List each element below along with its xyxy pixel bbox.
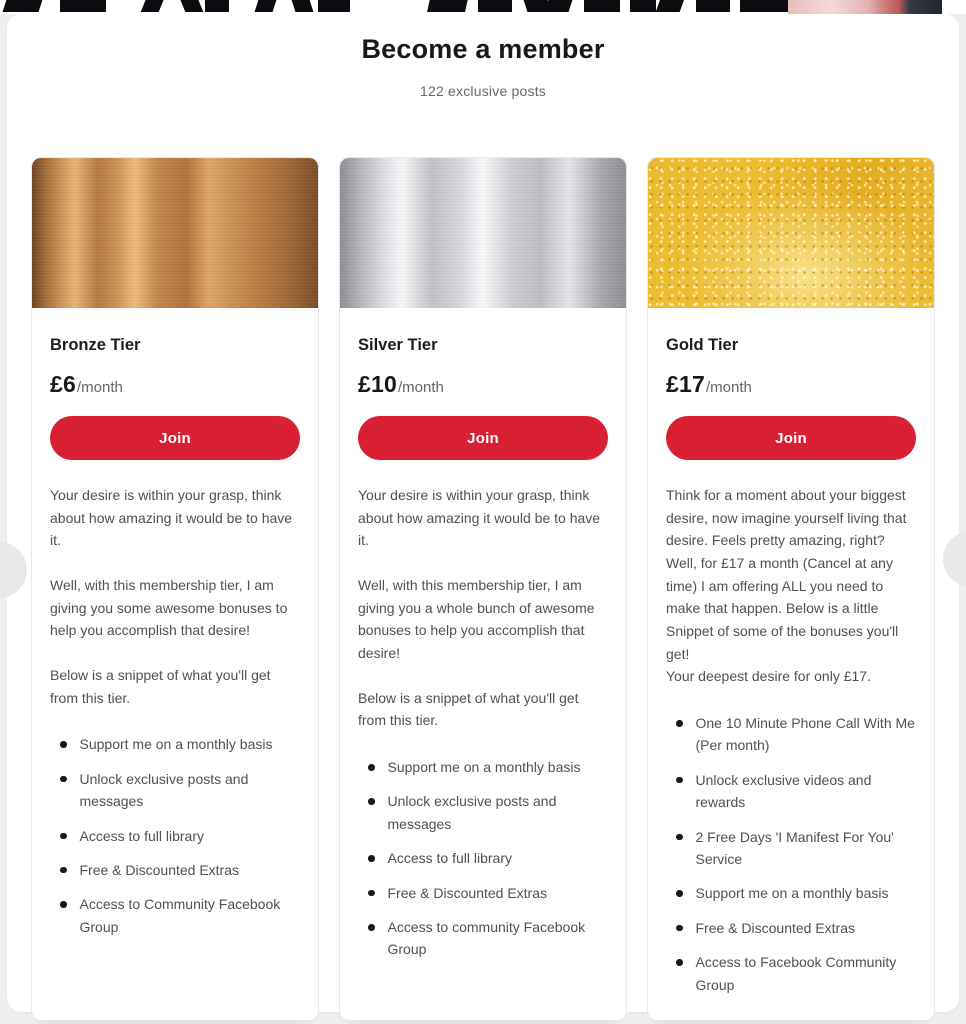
tier-description-paragraph: Your desire is within your grasp, think about how amazing it would be to have it. <box>50 487 293 549</box>
benefit-item <box>676 951 916 996</box>
benefit-item <box>60 768 300 813</box>
benefit-item <box>676 917 916 939</box>
cropped-cover-banner <box>0 0 966 14</box>
cover-text-fragment <box>740 0 788 12</box>
benefit-text: Support me on a monthly basis <box>79 736 273 753</box>
tier-price: £6 <box>50 371 76 397</box>
benefit-item <box>60 859 300 881</box>
tier-description-paragraph: Well, for £17 a month (Cancel at any time) I am offering ALL you need to make that happen. Below is a little Snippet of some of the bonuses you'll get! <box>666 555 899 662</box>
bullet-icon <box>676 925 683 932</box>
tier-description-paragraph: Well, with this membership tier, I am giving you a whole bunch of awesome bonuses to help you accomplish that desire! <box>358 577 595 662</box>
tier-benefits <box>666 712 916 996</box>
tier-name: Silver Tier <box>358 336 438 354</box>
cover-text-fragment <box>584 0 620 12</box>
tier-image <box>32 158 318 308</box>
benefit-text: Access to Facebook Community Group <box>695 954 897 993</box>
tier-card <box>339 157 627 1021</box>
bullet-icon <box>676 720 683 727</box>
tier-price-row <box>666 371 916 398</box>
bullet-icon <box>60 867 67 874</box>
tier-benefits <box>358 756 608 961</box>
benefit-text: 2 Free Days 'I Manifest For You' Service <box>695 828 894 867</box>
benefit-text: Access to community Facebook Group <box>387 919 586 958</box>
tier-description-paragraph: Below is a snippet of what you'll get from this tier. <box>50 667 271 706</box>
benefit-text: Access to full library <box>79 827 204 844</box>
tier-image <box>648 158 934 308</box>
cover-text-fragment <box>545 0 584 12</box>
bullet-icon <box>368 798 375 805</box>
cover-text-fragment <box>141 0 178 12</box>
bullet-icon <box>368 890 375 897</box>
tier-description-paragraph: Your desire is within your grasp, think about how amazing it would be to have it. <box>358 487 601 549</box>
tier-description-paragraph: Well, with this membership tier, I am giving you some awesome bonuses to help you accomplish that desire! <box>50 577 288 639</box>
benefit-item <box>368 882 608 904</box>
bullet-icon <box>368 764 375 771</box>
bullet-icon <box>60 833 67 840</box>
bullet-icon <box>368 855 375 862</box>
exclusive-posts-count: 122 exclusive posts <box>420 83 546 99</box>
benefit-item <box>676 712 916 757</box>
benefit-text: Free & Discounted Extras <box>79 861 240 878</box>
cover-text-fragment <box>696 0 730 12</box>
join-button[interactable]: Join <box>50 416 300 460</box>
benefit-item <box>368 756 608 778</box>
tier-description <box>358 484 608 732</box>
tier-benefits <box>50 733 300 938</box>
benefit-item <box>676 769 916 814</box>
cover-text-fragment <box>478 0 512 12</box>
tier-description <box>50 484 300 709</box>
tier-description <box>666 484 916 688</box>
benefit-text: Unlock exclusive posts and messages <box>79 770 249 810</box>
page-title: Become a member <box>361 34 605 64</box>
tier-price-row <box>50 371 300 398</box>
tier-price: £17 <box>666 371 705 397</box>
bullet-icon <box>60 901 67 908</box>
tier-period: /month <box>397 379 444 396</box>
tier-name: Gold Tier <box>666 336 739 354</box>
tier-name: Bronze Tier <box>50 336 141 354</box>
cover-text-fragment <box>281 0 314 12</box>
tier-description-paragraph: Your deepest desire for only £17. <box>666 668 871 685</box>
tier-image <box>340 158 626 308</box>
cover-text-fragment <box>427 0 475 12</box>
bullet-icon <box>60 776 67 783</box>
bullet-icon <box>676 777 683 784</box>
tier-period: /month <box>705 379 752 396</box>
benefit-text: Access to full library <box>387 850 512 867</box>
tier-card <box>647 157 935 1021</box>
benefit-item <box>676 882 916 904</box>
tier-card-body <box>32 308 318 1020</box>
bullet-icon <box>60 741 67 748</box>
tier-price: £10 <box>358 371 397 397</box>
cover-text-fragment <box>205 0 229 12</box>
benefit-item <box>676 826 916 871</box>
tier-description-paragraph: Below is a snippet of what you'll get from this tier. <box>358 689 579 729</box>
tier-card <box>31 157 319 1021</box>
benefit-item <box>60 893 300 938</box>
join-button[interactable]: Join <box>666 416 916 460</box>
benefit-text: Support me on a monthly basis <box>695 885 889 902</box>
tier-price-row <box>358 371 608 398</box>
cover-text-fragment <box>167 0 204 12</box>
tier-row <box>31 157 935 1021</box>
benefit-text: Support me on a monthly basis <box>387 759 581 776</box>
benefit-text: Unlock exclusive posts and messages <box>387 793 557 832</box>
benefit-text: Free & Discounted Extras <box>695 919 856 936</box>
bullet-icon <box>368 924 375 931</box>
tier-card-body <box>648 308 934 1020</box>
tier-card-body <box>340 308 626 1020</box>
membership-panel <box>7 14 959 1012</box>
cover-text-fragment <box>255 0 288 12</box>
tier-description-paragraph: Think for a moment about your biggest desire, now imagine yourself living that desire. Feels pretty amazing, right? <box>666 487 907 549</box>
benefit-item <box>368 916 608 961</box>
cover-text-fragment <box>3 0 54 12</box>
benefit-item <box>60 733 300 755</box>
benefit-text: Access to Community Facebook Group <box>79 896 281 935</box>
benefit-item <box>368 790 608 835</box>
benefit-item <box>60 825 300 847</box>
cover-text-fragment <box>318 0 350 12</box>
benefit-text: Free & Discounted Extras <box>387 884 548 901</box>
benefit-text: Unlock exclusive videos and rewards <box>695 771 872 811</box>
benefit-text: One 10 Minute Phone Call With Me (Per month) <box>695 715 915 754</box>
bullet-icon <box>676 890 683 897</box>
cover-photo-fragment <box>788 0 942 14</box>
benefit-item <box>368 847 608 869</box>
tier-period: /month <box>76 379 123 396</box>
cover-text-fragment <box>630 0 656 12</box>
bullet-icon <box>676 834 683 841</box>
cover-text-fragment <box>656 0 697 12</box>
bullet-icon <box>676 959 683 966</box>
join-button[interactable]: Join <box>358 416 608 460</box>
cover-text-fragment <box>60 0 106 12</box>
